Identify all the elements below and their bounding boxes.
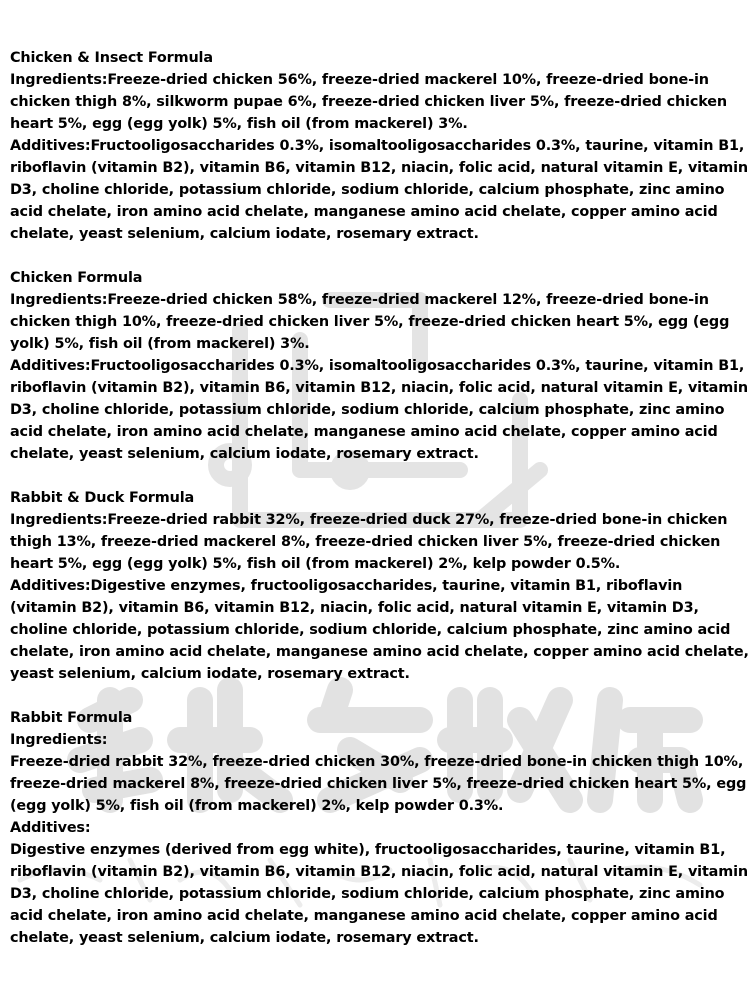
additives-text: Additives:Fructooligosaccharides 0.3%, isomaltooligosaccharides 0.3%, taurine, vitamin B1, riboflavin (vitamin B2), vitamin B6, vitamin B12, niacin, folic acid, natural vitamin E, vitamin D3, choline chloride, potassium chloride, sodium chloride, calcium phosphate, zinc amino acid chelate, iron amino acid chelate, manganese amino acid chelate, copper amino acid chelate, yeast selenium, calcium iodate, rosemary extract. [10, 138, 748, 242]
ingredients-text: Ingredients:Freeze-dried chicken 58%, freeze-dried mackerel 12%, freeze-dried bone-in chicken thigh 10%, freeze-dried chicken liver 5%, freeze-dried chicken heart 5%, egg (egg yolk) 5%, fish oil (from mackerel) 3%. [10, 292, 730, 352]
ingredients-text: Freeze-dried rabbit 32%, freeze-dried chicken 30%, freeze-dried bone-in chicken thigh 10%, freeze-dried mackerel 8%, freeze-dried chicken liver 5%, freeze-dried chicken heart 5%, egg (egg yolk) 5%, fish oil (from mackerel) 2%, kelp powder 0.3%. [10, 754, 747, 814]
ingredients-label: Ingredients: [10, 732, 108, 748]
formula-section-chicken-insect [10, 47, 750, 245]
formula-title: Rabbit Formula [10, 710, 133, 726]
additives-text: Additives:Fructooligosaccharides 0.3%, isomaltooligosaccharides 0.3%, taurine, vitamin B1, riboflavin (vitamin B2), vitamin B6, vitamin B12, niacin, folic acid, natural vitamin E, vitamin D3, choline chloride, potassium chloride, sodium chloride, calcium phosphate, zinc amino acid chelate, iron amino acid chelate, manganese amino acid chelate, copper amino acid chelate, yeast selenium, calcium iodate, rosemary extract. [10, 358, 748, 462]
ingredients-text: Ingredients:Freeze-dried rabbit 32%, freeze-dried duck 27%, freeze-dried bone-in chicken thigh 13%, freeze-dried mackerel 8%, freeze-dried chicken liver 5%, freeze-dried chicken heart 5%, egg (egg yolk) 5%, fish oil (from mackerel) 2%, kelp powder 0.5%. [10, 512, 728, 572]
formula-title: Chicken Formula [10, 270, 143, 286]
formula-section-rabbit [10, 707, 750, 949]
additives-text: Additives:Digestive enzymes, fructooligosaccharides, taurine, vitamin B1, riboflavin (vitamin B2), vitamin B6, vitamin B12, niacin, folic acid, natural vitamin E, vitamin D3, choline chloride, potassium chloride, sodium chloride, calcium phosphate, zinc amino acid chelate, iron amino acid chelate, manganese amino acid chelate, copper amino acid chelate, yeast selenium, calcium iodate, rosemary extract. [10, 578, 749, 682]
formula-title: Rabbit & Duck Formula [10, 490, 195, 506]
ingredients-text: Ingredients:Freeze-dried chicken 56%, freeze-dried mackerel 10%, freeze-dried bone-in chicken thigh 8%, silkworm pupae 6%, freeze-dried chicken liver 5%, freeze-dried chicken heart 5%, egg (egg yolk) 5%, fish oil (from mackerel) 3%. [10, 72, 727, 132]
formula-title: Chicken & Insect Formula [10, 50, 213, 66]
additives-text: Digestive enzymes (derived from egg white), fructooligosaccharides, taurine, vitamin B1, riboflavin (vitamin B2), vitamin B6, vitamin B12, niacin, folic acid, natural vitamin E, vitamin D3, choline chloride, potassium chloride, sodium chloride, calcium phosphate, zinc amino acid chelate, iron amino acid chelate, manganese amino acid chelate, copper amino acid chelate, yeast selenium, calcium iodate, rosemary extract. [10, 842, 748, 946]
formula-section-rabbit-duck [10, 487, 750, 685]
ingredients-document [10, 47, 750, 971]
formula-section-chicken [10, 267, 750, 465]
additives-label: Additives: [10, 820, 91, 836]
